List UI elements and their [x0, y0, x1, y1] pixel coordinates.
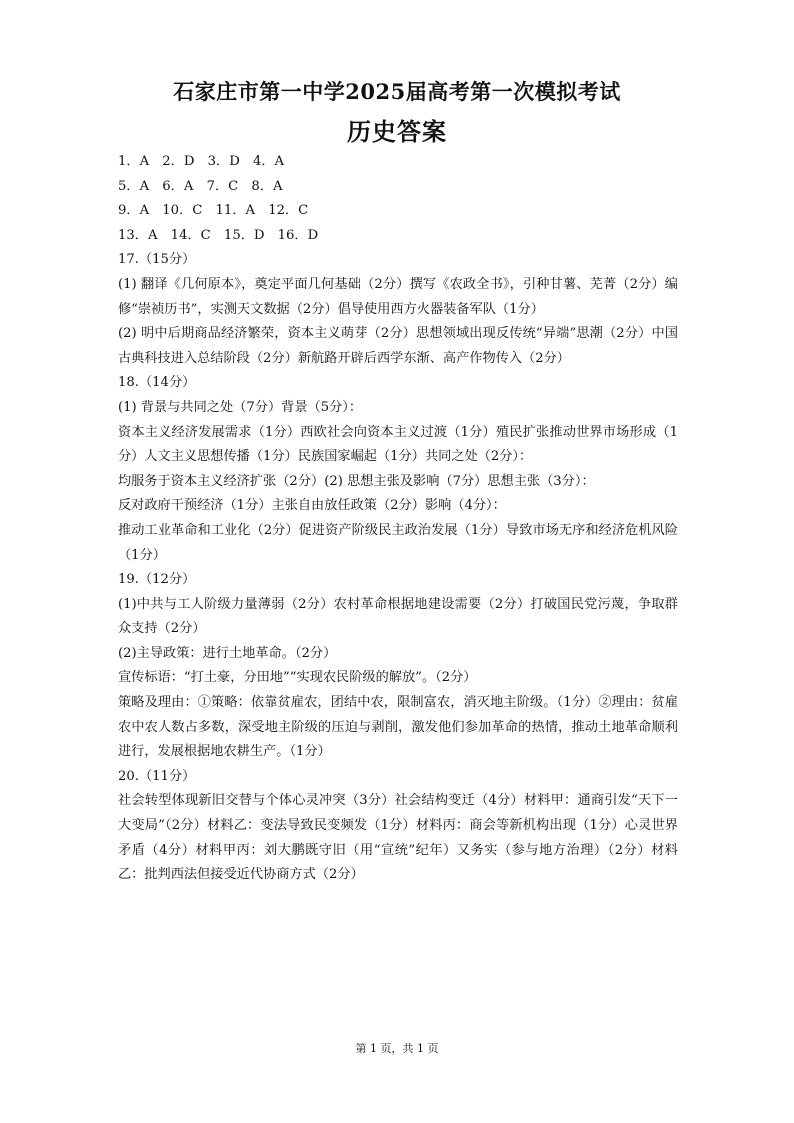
- q17-part2: (2) 明中后期商品经济繁荣，资本主义萌芽（2分）思想领域出现反传统“异端”思潮（2分）中国古典科技进入总结阶段（2分）新航路开辟后西学东渐、高产作物传入（2分）: [118, 326, 678, 366]
- q19-part1: (1)中共与工人阶级力量薄弱（2分）农村革命根据地建设需要（2分）打破国民党污蔑，争取群众支持（2分）: [118, 596, 678, 637]
- q20-answer: 社会转型体现新旧交替与个体心灵冲突（3分）社会结构变迁（4分）材料甲：通商引发“天下一大变局”（2分）材料乙：变法导致民变频发（1分）材料丙：商会等新机构出现（1分）心灵世界矛盾（4分）材料甲丙：刘大鹏既守旧（用“宣统”纪年）又务实（参与地方治理）（2分）材料乙：批判西法但接受近代协商方式（2分）: [118, 793, 678, 883]
- q17-part1: (1) 翻译《几何原本》，奠定平面几何基础（2分）撰写《农政全书》，引种甘薯、芜菁（2分）编修“崇祯历书”，实测天文数据（2分）倡导使用西方火器装备军队（1分）: [118, 276, 678, 317]
- q19-heading: 19.（12分）: [118, 572, 196, 588]
- q18-heading: 18.（14分）: [118, 375, 196, 391]
- q19-slogan: 宣传标语：“打土豪，分田地”“实现农民阶级的解放”。（2分）: [118, 670, 477, 686]
- q18-background: 资本主义经济发展需求（1分）西欧社会向资本主义过渡（1分）殖民扩张推动世界市场形成（1分）人文主义思想传播（1分）民族国家崛起（1分）共同之处（2分）：: [118, 424, 678, 465]
- q20-heading: 20.（11分）: [118, 768, 196, 784]
- choice-answers-line-4: 13．A 14．C 15．D 16．D: [118, 227, 319, 243]
- q18-part1: (1) 背景与共同之处（7分）背景（5分）：: [118, 399, 363, 415]
- q18-ideas: 反对政府干预经济（1分）主张自由放任政策（2分）影响（4分）：: [118, 498, 506, 514]
- choice-answers-line-1: 1．A 2．D 3．D 4．A: [118, 154, 285, 169]
- answer-content: [118, 150, 678, 888]
- exam-title: 石家庄市第一中学2025届高考第一次模拟考试: [173, 79, 621, 104]
- choice-answers-line-3: 9．A 10．C 11．A 12．C: [118, 203, 309, 219]
- page-footer: 第 1 页，共 1 页: [355, 1042, 439, 1055]
- choice-answers-line-2: 5．A 6．A 7．C 8．A: [118, 178, 283, 194]
- q19-policy: (2)主导政策：进行土地革命。（2分）: [118, 645, 337, 661]
- q18-common: 均服务于资本主义经济扩张（2分）(2) 思想主张及影响（7分）思想主张（3分）：: [118, 473, 595, 489]
- q17-heading: 17.（15分）: [118, 252, 196, 268]
- q19-strategy: 策略及理由：①策略：依靠贫雇农，团结中农，限制富农，消灭地主阶级。（1分）②理由：贫雇农中农人数占多数，深受地主阶级的压迫与剥削，激发他们参加革命的热情，推动土地革命顺利进行，发展根据地农耕生产。（1分）: [118, 695, 678, 760]
- exam-subtitle: 历史答案: [347, 117, 447, 146]
- q18-impact: 推动工业革命和工业化（2分）促进资产阶级民主政治发展（1分）导致市场无序和经济危机风险（1分）: [118, 522, 678, 563]
